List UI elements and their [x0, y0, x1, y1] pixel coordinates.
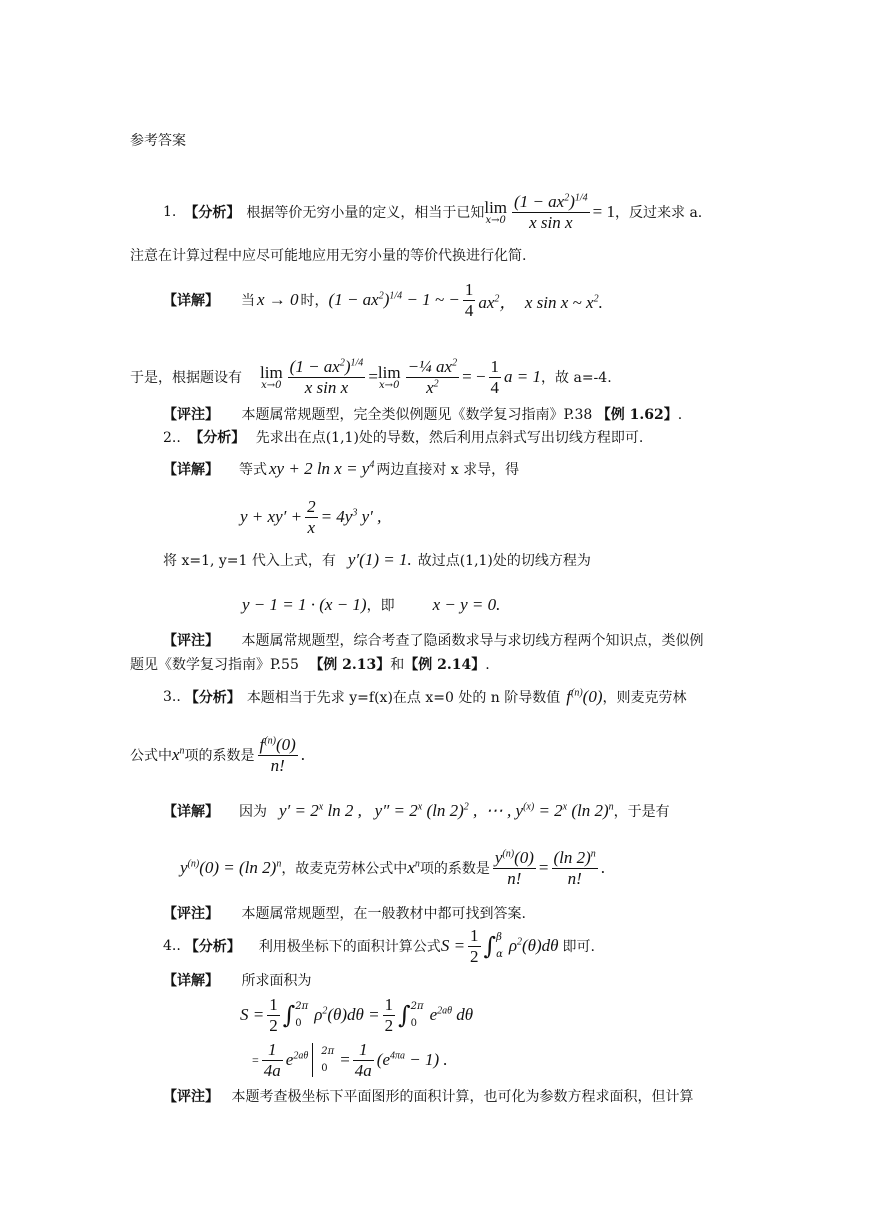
q4-detail-label: 【详解】: [163, 973, 219, 989]
q4-comment-label: 【评注】: [163, 1089, 219, 1105]
q4-detail-text: 所求面积为: [241, 973, 312, 989]
q1-lim: lim x→0: [484, 197, 508, 226]
q2-detail-label: 【详解】: [163, 462, 219, 478]
q3-result-text: ，故麦克劳林公式中: [281, 861, 408, 877]
q2-comment-ref1: 【例 2.13】: [309, 657, 391, 673]
q1-then-text: 于是，根据题设有: [130, 370, 242, 386]
q1-analysis-line: 1. 【分析】 根据等价无穷小量的定义，相当于已知 lim x→0 $\frac{(1 - ax^2)^{1/4}}{\text{x sin x}}$ = 1 ，反过来求 a.: [163, 191, 703, 232]
q2-tangent-then: ，即: [366, 598, 395, 614]
q1-analysis-line2: 注意在计算过程中应尽可能地应用无穷小量的等价代换进行化简.: [130, 248, 527, 264]
q2-derivative-eq: y + xy′ + $\frac{2}{x}$ = $4y^3$ y′ ,: [240, 496, 382, 537]
q2-comment-ref2: 【例 2.14】: [404, 657, 486, 673]
q3-analysis-line: 3.. 【分析】 本题相当于先求 y=f(x)在点 x=0 处的 n 阶导数值 $f^{(n)}(0)$ ，则麦克劳林: [163, 687, 687, 706]
q4-comment-text: 本题考查极坐标下平面图形的面积计算，也可化为参数方程求面积，但计算: [231, 1089, 694, 1105]
q3-analysis-line2: 公式中 $x^n$ 项的系数是 $\frac{f^{(n)}(0)}{n!}$ .: [130, 734, 306, 775]
q2-detail-text-end: 两边直接对 x 求导，得: [376, 462, 520, 478]
q1-detail-line: 【详解】 当 x → 0 时， $(1 - ax^2)^{1/4} - 1$ ~ − $\frac{1}{4}$ $ax^2$， x sin x ~ $x^2$.: [163, 279, 603, 320]
q4-analysis-label: 【分析】: [184, 939, 241, 955]
q3-result-text-b: 项的系数是: [419, 861, 490, 877]
q2-comment-end: .: [485, 657, 490, 673]
q3-comment-label: 【评注】: [163, 906, 219, 922]
q3-result-line: $y^{(n)}(0) = (\ln$ 2)$^n$ ，故麦克劳林公式中 $x^n$ 项的系数是 $\frac{y^{(n)}(0)}{n!}$ = $\frac{(\ln 2)^n}{n!}$ .: [180, 847, 606, 888]
q1-comment-line: [163, 404, 682, 424]
q1-analysis-label: 【分析】: [184, 205, 241, 221]
q2-detail-line: 【详解】 等式 xy + 2 $\ln x = y^4$ 两边直接对 x 求导，得: [163, 459, 520, 478]
q3-detail-text: 因为: [239, 804, 267, 820]
q3-detail-line: 【详解】 因为 $y' = 2^x$ ln 2 , $y'' = 2^x$ (ln 2)$^2$ , ⋯ , $y^{(x)} = 2^x$ (ln 2)$^n$ ，于是有: [163, 801, 670, 820]
q2-comment-text: 本题属常规题型，综合考查了隐函数求导与求切线方程两个知识点，类似例: [241, 633, 704, 649]
q3-analysis-text-end: ，则麦克劳林: [602, 690, 687, 706]
page-heading: 参考答案: [130, 133, 186, 149]
q1-analysis-text: 根据等价无穷小量的定义，相当于已知: [246, 205, 485, 221]
q3-comment-line: [163, 903, 526, 923]
q2-analysis-label: 【分析】: [189, 430, 246, 446]
q2-detail-text: 等式: [239, 462, 267, 478]
q3-detail-label: 【详解】: [163, 804, 219, 820]
q1-then-end: ，故 a=-4.: [541, 370, 612, 386]
q2-sub-text-end: 故过点(1,1)处的切线方程为: [417, 553, 591, 569]
q1-detail-mid: 时，: [300, 293, 329, 309]
q1-comment-end: .: [677, 407, 683, 423]
q2-sub-text: 将 x=1, y=1 代入上式，有: [163, 553, 336, 569]
q2-comment-label: 【评注】: [163, 633, 219, 649]
q4-detail-line: [163, 970, 311, 990]
q1-comment-ref: 【例 1.62】: [596, 407, 678, 423]
q2-number: 2..: [163, 430, 181, 446]
q4-area-eq2: = $\frac{1}{4a}$ $e^{2a\theta}$ 2π 0 = $\frac{1}{4a}$ $(e^{4\pi a} - 1)$ .: [252, 1039, 448, 1080]
q1-number: 1.: [163, 204, 177, 220]
q1-analysis-text-end: ，反过来求 a.: [615, 205, 703, 221]
q3-line2-text-b: 项的系数是: [184, 748, 255, 764]
q2-tangent-eq: y − 1 = 1 · (x − 1) ，即 x − y = 0.: [242, 595, 501, 614]
q3-analysis-label: 【分析】: [184, 690, 241, 706]
q3-detail-end: ，于是有: [613, 804, 670, 820]
q2-comment-line: [163, 630, 703, 650]
q1-detail-text: 当: [241, 293, 255, 309]
q2-comment-and: 和: [390, 657, 405, 673]
q2-substitute-line: 将 x=1, y=1 代入上式，有 y′(1) = 1. 故过点(1,1)处的切线方程为: [163, 550, 591, 569]
q4-number: 4..: [163, 938, 181, 954]
q4-analysis-text-end: 即可.: [562, 939, 595, 955]
q4-analysis-line: 4.. 【分析】 利用极坐标下的面积计算公式 S = $\frac{1}{2}$ ∫ β α $\rho^2(\theta)d\theta$ 即可.: [163, 925, 595, 966]
q1-comment-label: 【评注】: [163, 407, 219, 423]
q1-then-line: 于是，根据题设有 lim x→0 $\frac{(1 - ax^2)^{1/4}}{\text{x sin x}}$ = lim x→0 $\frac{-\frac{1}{4} ax^2}{x^2}$ = − $\frac{1}{4}$ a = 1 ，故 a=-4.: [130, 356, 612, 397]
q3-line2-text: 公式中: [130, 748, 172, 764]
q3-comment-text: 本题属常规题型，在一般教材中都可找到答案.: [241, 906, 526, 922]
q4-analysis-text: 利用极坐标下的面积计算公式: [258, 939, 441, 955]
q1-comment-text: 本题属常规题型，完全类似例题见《数学复习指南》P.38: [241, 407, 593, 423]
q3-number: 3..: [163, 689, 181, 705]
q1-fraction: $\frac{(1 - ax^2)^{1/4}}{\text{x sin x}}$: [514, 191, 588, 232]
q4-area-eq1: S = $\frac{1}{2}$ ∫ 2π 0 $\rho^2(\theta)d\theta$ = $\frac{1}{2}$ ∫ 2π 0 $e^{2a\theta}$ dθ: [240, 994, 474, 1035]
q2-analysis-line: [163, 427, 643, 447]
q2-comment-text2: 题见《数学复习指南》P.55: [130, 657, 299, 673]
q2-analysis-text: 先求出在点(1,1)处的导数，然后利用点斜式写出切线方程即可.: [255, 430, 644, 446]
q1-detail-label: 【详解】: [163, 293, 219, 309]
q4-comment-line: [163, 1086, 693, 1106]
q2-comment-line2: [130, 654, 490, 674]
q3-analysis-text: 本题相当于先求 y=f(x)在点 x=0 处的 n 阶导数值: [246, 690, 561, 706]
